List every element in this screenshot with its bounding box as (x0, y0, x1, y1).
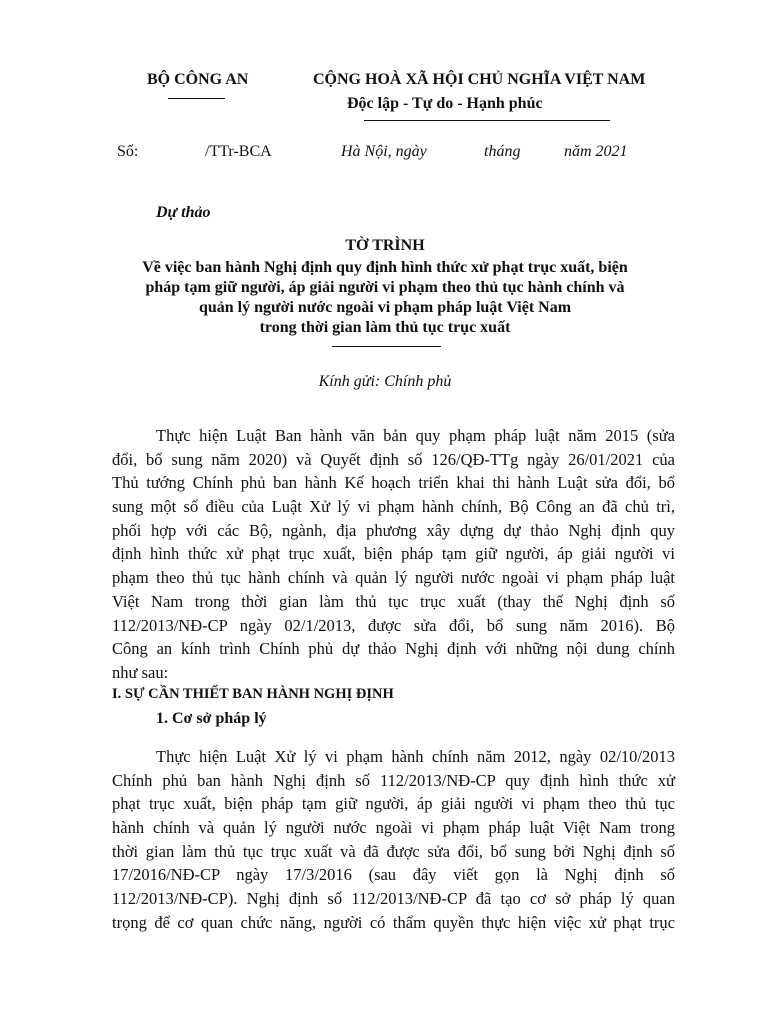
national-motto: Độc lập - Tự do - Hạnh phúc (347, 95, 543, 112)
legal-basis-paragraph (112, 745, 675, 935)
draft-label: Dự thảo (156, 204, 211, 221)
subject-line: quản lý người nước ngoài vi phạm pháp luật Việt Nam (198, 299, 572, 316)
paragraph-line: phạt trục xuất, biện pháp tạm giữ người, áp giải người vi phạm theo thủ tục (112, 794, 675, 814)
section-heading: I. SỰ CẦN THIẾT BAN HÀNH NGHỊ ĐỊNH (112, 686, 394, 702)
place-date: Hà Nội, ngày (341, 143, 427, 160)
issuing-organization: BỘ CÔNG AN (147, 71, 249, 88)
paragraph-line: hành chính và quản lý người nước ngoài vi phạm pháp luật Việt Nam trong (112, 818, 675, 838)
paragraph-line: Thực hiện Luật Xử lý vi phạm hành chính năm 2012, ngày 02/10/2013 (156, 747, 675, 766)
document-number-label: Số: (117, 143, 139, 160)
subject-line: Về việc ban hành Nghị định quy định hình thức xử phạt trục xuất, biện (142, 259, 628, 276)
paragraph-line: Việt Nam trong thời gian làm thủ tục trục xuất (thay thế Nghị định số (112, 591, 675, 611)
year-label: năm 2021 (564, 143, 628, 160)
paragraph-line: 112/2013/NĐ-CP). Nghị định số 112/2013/NĐ-CP đã tạo cơ sở pháp lý quan (112, 889, 675, 909)
subject-line: trong thời gian làm thủ tục trục xuất (259, 319, 511, 336)
month-label: tháng (484, 143, 521, 160)
document-title: TỜ TRÌNH (345, 237, 425, 254)
paragraph-line: phạm theo thủ tục hành chính và quản lý người nước ngoài vi phạm pháp luật (112, 568, 675, 588)
paragraph-line: sung một số điều của Luật Xử lý vi phạm hành chính, Bộ Công an đã chủ trì, (112, 497, 675, 517)
paragraph-line: 112/2013/NĐ-CP ngày 02/1/2013, được sửa đổi, bổ sung năm 2016). Bộ (112, 615, 675, 635)
recipient-line: Kính gửi: Chính phủ (318, 373, 452, 390)
national-title: CỘNG HOÀ XÃ HỘI CHỦ NGHĨA VIỆT NAM (313, 71, 646, 88)
paragraph-line: Công an kính trình Chính phủ dự thảo Nghị định với những nội dung chính (112, 639, 675, 659)
paragraph-line: 17/2016/NĐ-CP ngày 17/3/2016 (sau đây viết gọn là Nghị định số (112, 865, 675, 885)
paragraph-line: như sau: (112, 662, 169, 682)
intro-paragraph (112, 424, 675, 685)
paragraph-line: Thực hiện Luật Ban hành văn bản quy phạm pháp luật năm 2015 (sửa (156, 426, 675, 445)
paragraph-line: Thủ tướng Chính phủ ban hành Kế hoạch triển khai thi hành Luật sửa đổi, bổ (112, 473, 675, 493)
subject-line: pháp tạm giữ người, áp giải người vi phạm theo thủ tục hành chính và (145, 279, 625, 296)
document-subject (90, 258, 680, 338)
paragraph-line: định hình thức xử phạt trục xuất, biện pháp tạm giữ người, áp giải người vi (112, 544, 675, 564)
paragraph-line: thời gian làm thủ tục trục xuất và đã được sửa đổi, bổ sung bởi Nghị định số (112, 841, 675, 861)
title-underline (332, 346, 441, 347)
document-number: /TTr-BCA (205, 143, 272, 160)
organization-underline (168, 98, 225, 99)
paragraph-line: đổi, bổ sung năm 2020) và Quyết định số 126/QĐ-TTg ngày 26/01/2021 của (112, 449, 675, 469)
paragraph-line: trọng để cơ quan chức năng, người có thẩm quyền thực hiện việc xử phạt trục (112, 912, 675, 932)
paragraph-line: Chính phủ ban hành Nghị định số 112/2013/NĐ-CP quy định hình thức xử (112, 770, 675, 790)
paragraph-line: phối hợp với các Bộ, ngành, địa phương xây dựng dự thảo Nghị định quy (112, 520, 675, 540)
subsection-heading: 1. Cơ sở pháp lý (156, 710, 267, 727)
motto-underline (364, 120, 610, 121)
